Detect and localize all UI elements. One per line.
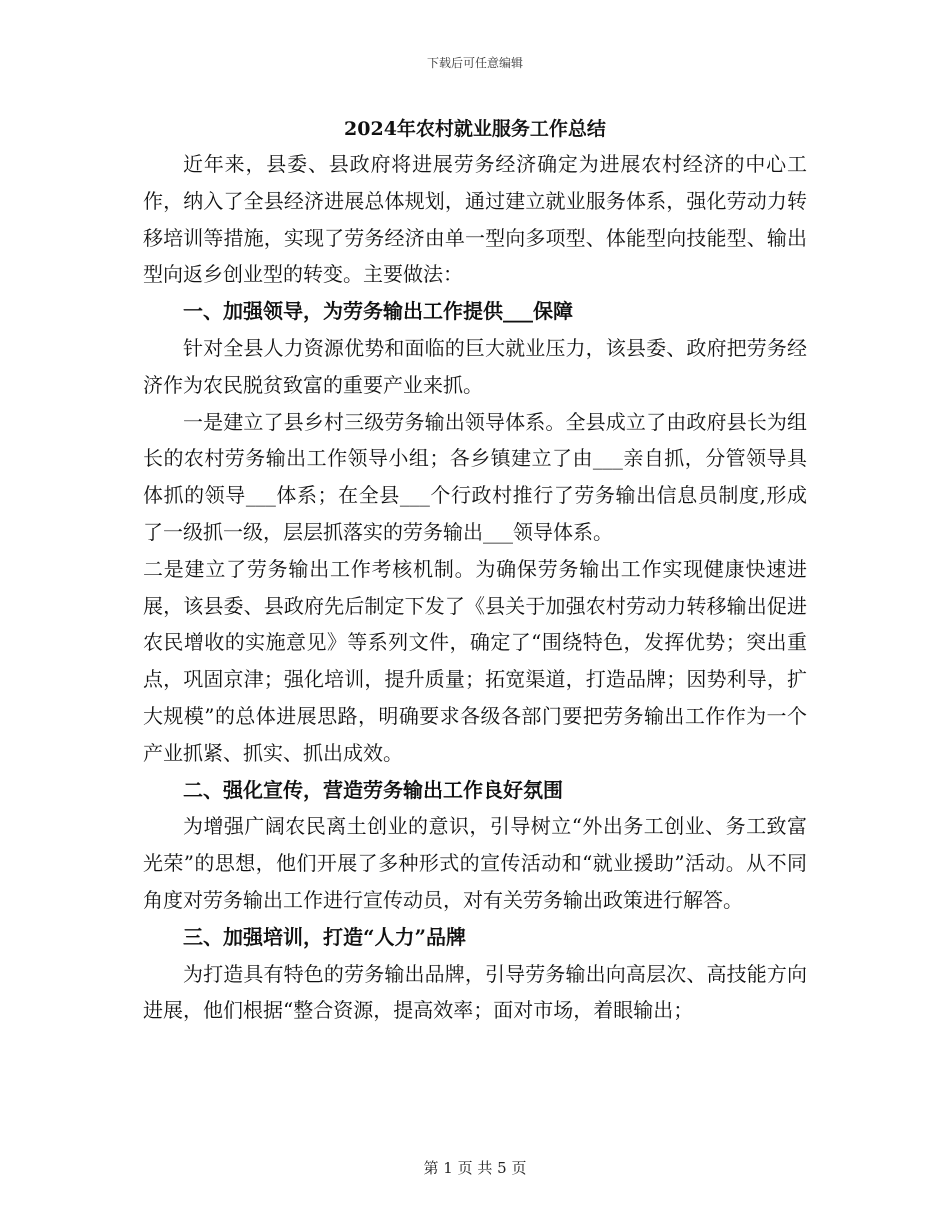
section-3-heading: 三、加强培训，打造“人力”品牌	[183, 924, 467, 949]
section-3-paragraph-1: 为打造具有特色的劳务输出品牌，引导劳务输出向高层次、高技能方向进展，他们根据“整合资源，提高效率；面对市场，着眼输出；	[143, 961, 807, 1023]
section-2-paragraph-1: 为增强广阔农民离土创业的意识，引导树立“外出务工创业、务工致富光荣”的思想，他们开展了多种形式的宣传活动和“就业援助”活动。从不同角度对劳务输出工作进行宣传动员，对有关劳务输出政策进行解答。	[143, 814, 807, 912]
header-note: 下载后可任意编辑	[426, 56, 523, 70]
section-2-heading: 二、强化宣传，营造劳务输出工作良好氛围	[183, 777, 563, 802]
intro-paragraph: 近年来，县委、县政府将进展劳务经济确定为进展农村经济的中心工作，纳入了全县经济进展总体规划，通过建立就业服务体系，强化劳动力转移培训等措施，实现了劳务经济由单一型向多项型、体能型向技能型、输出型向返乡创业型的转变。主要做法：	[143, 152, 807, 287]
section-1-paragraph-1: 针对全县人力资源优势和面临的巨大就业压力，该县委、政府把劳务经济作为农民脱贫致富的重要产业来抓。	[143, 335, 807, 397]
document-title: 2024年农村就业服务工作总结	[344, 118, 606, 140]
document-body	[143, 146, 807, 1029]
section-1-heading: 一、加强领导，为劳务输出工作提供___保障	[183, 299, 573, 324]
section-1-paragraph-2: 一是建立了县乡村三级劳务输出领导体系。全县成立了由政府县长为组长的农村劳务输出工作领导小组；各乡镇建立了由___亲自抓，分管领导具体抓的领导___体系；在全县___个行政村推行了劳务输出信息员制度,形成了一级抓一级，层层抓落实的劳务输出___领导体系。	[143, 409, 807, 544]
section-1-paragraph-3: 二是建立了劳务输出工作考核机制。为确保劳务输出工作实现健康快速进展，该县委、县政府先后制定下发了《县关于加强农村劳动力转移输出促进农民增收的实施意见》等系列文件，确定了“围绕特色，发挥优势；突出重点，巩固京津；强化培训，提升质量；拓宽渠道，打造品牌；因势利导，扩大规模”的总体进展思路，明确要求各级各部门要把劳务输出工作作为一个产业抓紧、抓实、抓出成效。	[143, 556, 807, 765]
page-number-footer: 第 1 页 共 5 页	[423, 1159, 527, 1177]
